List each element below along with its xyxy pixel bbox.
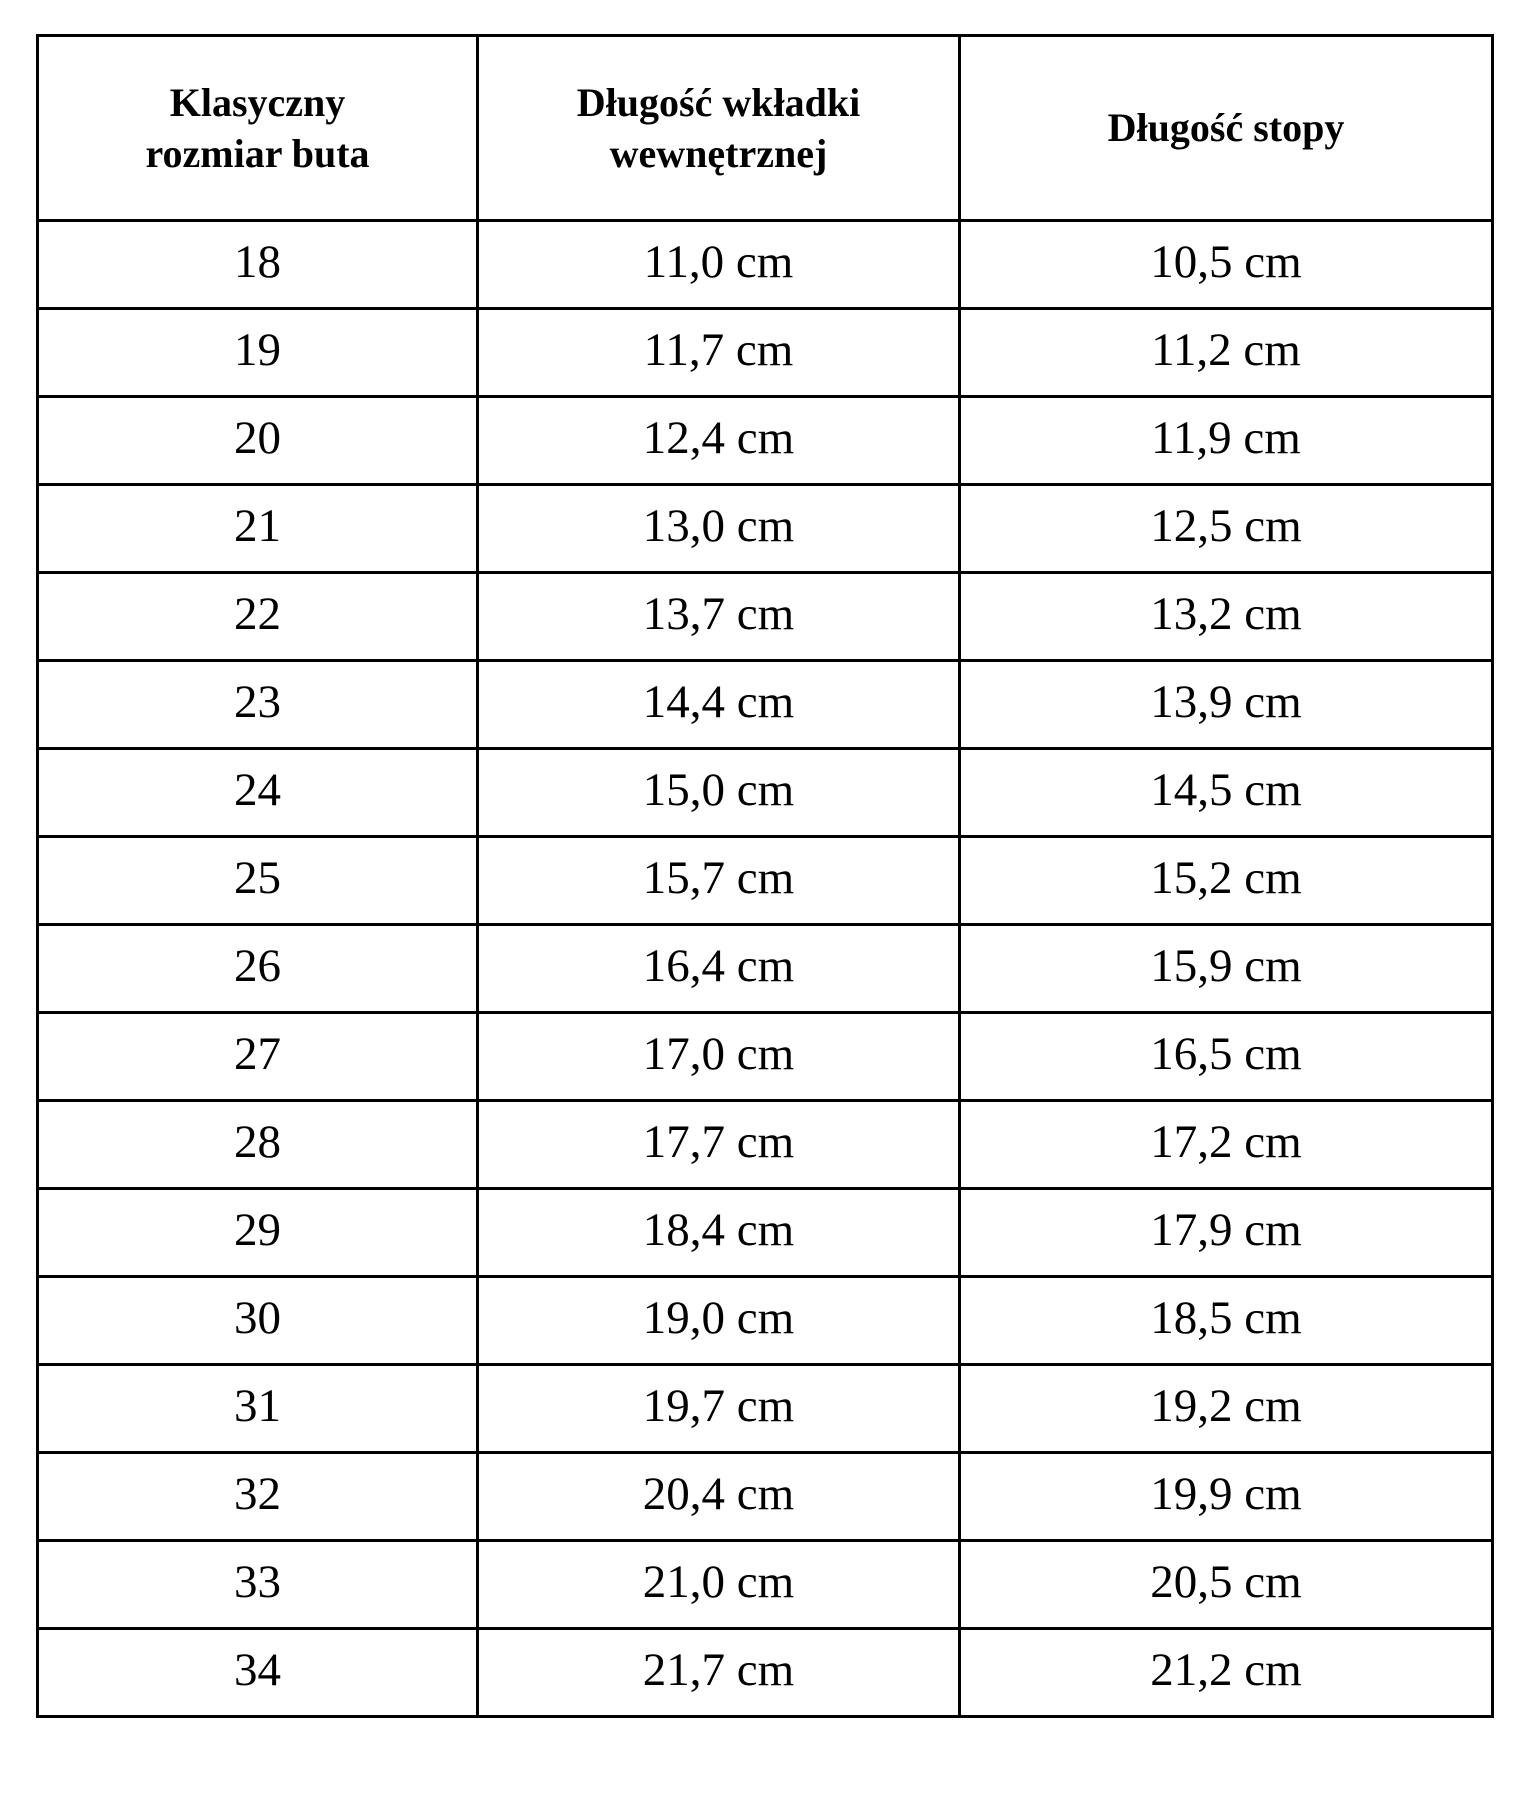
column-header-shoe-size (38, 36, 478, 221)
table-header (38, 36, 1493, 221)
table-row (38, 397, 1493, 485)
cell-foot-length: 13,2 cm (960, 573, 1493, 661)
cell-insole-length: 17,7 cm (478, 1101, 960, 1189)
cell-shoe-size: 24 (38, 749, 478, 837)
column-header-insole-length-line-1: Długość wkładki (576, 79, 861, 125)
cell-insole-length: 15,7 cm (478, 837, 960, 925)
cell-insole-length: 13,0 cm (478, 485, 960, 573)
cell-shoe-size: 33 (38, 1541, 478, 1629)
table-row (38, 221, 1493, 309)
cell-foot-length: 17,9 cm (960, 1189, 1493, 1277)
table-row (38, 925, 1493, 1013)
cell-shoe-size: 21 (38, 485, 478, 573)
table-row (38, 1189, 1493, 1277)
shoe-size-table (36, 34, 1494, 1718)
cell-shoe-size: 25 (38, 837, 478, 925)
cell-shoe-size: 28 (38, 1101, 478, 1189)
cell-insole-length: 12,4 cm (478, 397, 960, 485)
table-row (38, 1365, 1493, 1453)
column-header-foot-length-line-1: Długość stopy (1107, 105, 1345, 151)
cell-shoe-size: 23 (38, 661, 478, 749)
cell-shoe-size: 27 (38, 1013, 478, 1101)
cell-shoe-size: 22 (38, 573, 478, 661)
cell-foot-length: 16,5 cm (960, 1013, 1493, 1101)
cell-foot-length: 18,5 cm (960, 1277, 1493, 1365)
cell-insole-length: 17,0 cm (478, 1013, 960, 1101)
table-row (38, 1101, 1493, 1189)
table-row (38, 573, 1493, 661)
table-row (38, 309, 1493, 397)
cell-shoe-size: 20 (38, 397, 478, 485)
cell-shoe-size: 18 (38, 221, 478, 309)
cell-insole-length: 11,0 cm (478, 221, 960, 309)
table-row (38, 837, 1493, 925)
cell-foot-length: 19,2 cm (960, 1365, 1493, 1453)
column-header-foot-length (960, 36, 1493, 221)
table-body (38, 221, 1493, 1717)
cell-insole-length: 21,0 cm (478, 1541, 960, 1629)
cell-foot-length: 14,5 cm (960, 749, 1493, 837)
cell-foot-length: 12,5 cm (960, 485, 1493, 573)
cell-foot-length: 19,9 cm (960, 1453, 1493, 1541)
cell-insole-length: 19,0 cm (478, 1277, 960, 1365)
cell-insole-length: 11,7 cm (478, 309, 960, 397)
cell-foot-length: 11,2 cm (960, 309, 1493, 397)
cell-insole-length: 16,4 cm (478, 925, 960, 1013)
column-header-shoe-size-line-2: rozmiar buta (145, 131, 370, 176)
cell-shoe-size: 30 (38, 1277, 478, 1365)
cell-insole-length: 18,4 cm (478, 1189, 960, 1277)
cell-insole-length: 13,7 cm (478, 573, 960, 661)
cell-foot-length: 15,2 cm (960, 837, 1493, 925)
table-row (38, 485, 1493, 573)
cell-foot-length: 10,5 cm (960, 221, 1493, 309)
cell-shoe-size: 19 (38, 309, 478, 397)
table-row (38, 661, 1493, 749)
table-header-row (38, 36, 1493, 221)
table-row (38, 1277, 1493, 1365)
table-row (38, 1629, 1493, 1717)
cell-insole-length: 20,4 cm (478, 1453, 960, 1541)
cell-insole-length: 19,7 cm (478, 1365, 960, 1453)
cell-shoe-size: 26 (38, 925, 478, 1013)
cell-shoe-size: 32 (38, 1453, 478, 1541)
cell-foot-length: 11,9 cm (960, 397, 1493, 485)
cell-foot-length: 15,9 cm (960, 925, 1493, 1013)
cell-shoe-size: 34 (38, 1629, 478, 1717)
cell-foot-length: 21,2 cm (960, 1629, 1493, 1717)
cell-shoe-size: 29 (38, 1189, 478, 1277)
cell-shoe-size: 31 (38, 1365, 478, 1453)
column-header-insole-length (478, 36, 960, 221)
table-row (38, 1013, 1493, 1101)
cell-foot-length: 20,5 cm (960, 1541, 1493, 1629)
cell-foot-length: 17,2 cm (960, 1101, 1493, 1189)
column-header-shoe-size-line-1: Klasyczny (169, 79, 346, 125)
cell-insole-length: 21,7 cm (478, 1629, 960, 1717)
cell-insole-length: 14,4 cm (478, 661, 960, 749)
cell-foot-length: 13,9 cm (960, 661, 1493, 749)
cell-insole-length: 15,0 cm (478, 749, 960, 837)
table-row (38, 1541, 1493, 1629)
table-row (38, 1453, 1493, 1541)
column-header-insole-length-line-2: wewnętrznej (609, 131, 828, 176)
table-row (38, 749, 1493, 837)
